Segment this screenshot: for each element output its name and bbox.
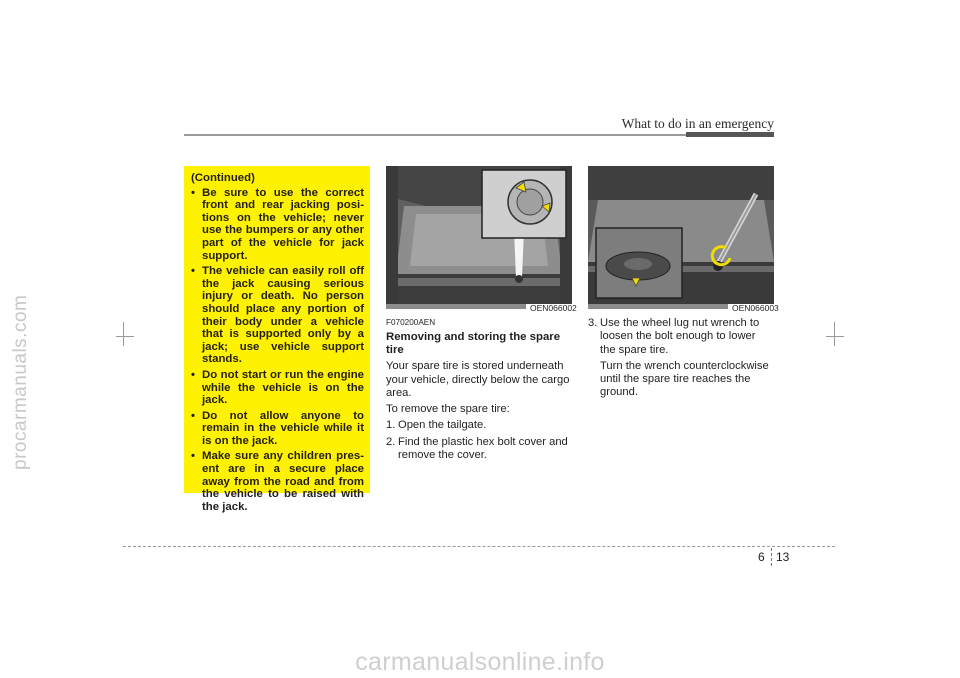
warning-item: • Do not start or run the engine while the vehicle is on the jack.	[191, 368, 364, 407]
side-watermark: procarmanuals.com	[10, 294, 31, 470]
section-title: What to do in an emergency	[621, 116, 774, 131]
figure-wrench-photo	[588, 166, 774, 304]
step-text: Use the wheel lug nut wrench to loosen the bolt enough to lower the spare tire.	[600, 317, 760, 356]
crop-mark-right-vertical	[834, 322, 835, 346]
figure-2-caption: OEN066003	[732, 303, 779, 313]
section-code: F070200AEN	[386, 318, 436, 327]
page-number: 13	[776, 550, 790, 564]
warning-item: • Do not allow anyone to remain in the vehicle while it is on the jack.	[191, 409, 364, 447]
warning-item: • The vehicle can easily roll off the jack causing serious injury or death. No person should place any portion of their body under a vehicle that is supported only by a jack; use vehicle support stands.	[191, 265, 364, 366]
step-text: Find the plastic hex bolt cover and remove the cover.	[398, 435, 568, 462]
crop-mark-left-horizontal	[116, 336, 134, 337]
intro-paragraph: Your spare tire is stored underneath your vehicle, directly below the cargo area.	[386, 360, 570, 399]
page-separator	[771, 548, 772, 566]
bullet-icon: •	[191, 450, 195, 463]
warning-item: • Be sure to use the correct front and rear jacking posi-tions on the vehicle; never use the bumpers or any other part of the vehicle for jack support.	[191, 186, 364, 262]
bullet-icon: •	[191, 186, 195, 199]
step-number: 2.	[386, 435, 396, 448]
crop-mark-right-horizontal	[826, 336, 844, 337]
step-detail: Turn the wrench counterclockwise until the spare tire reaches the ground.	[600, 359, 769, 399]
bottom-watermark: carmanualsonline.info	[355, 648, 605, 676]
section-heading: Removing and storing the spare tire	[386, 331, 561, 357]
chapter-number: 6	[758, 550, 765, 564]
cargo-area-illustration	[386, 166, 572, 304]
figure-caption-strip	[386, 304, 526, 309]
warning-box	[184, 166, 370, 513]
header-accent-bar	[686, 132, 774, 137]
step-text: Open the tailgate.	[398, 419, 487, 432]
figure-1-caption: OEN066002	[530, 303, 577, 313]
step-number: 1.	[386, 419, 396, 432]
bullet-icon: •	[191, 409, 195, 422]
warning-item: • Make sure any children pres-ent are in a secure place away from the road and from the vehicle to be raised with the jack.	[191, 450, 364, 513]
step-item	[386, 419, 574, 432]
wrench-illustration	[588, 166, 774, 304]
warning-heading: (Continued)	[191, 172, 255, 184]
bullet-icon: •	[191, 368, 195, 381]
bullet-icon: •	[191, 265, 195, 278]
step-number: 3.	[588, 317, 598, 329]
figure-cargo-area-photo	[386, 166, 572, 304]
right-column	[588, 317, 774, 400]
instruction-paragraph: To remove the spare tire:	[386, 403, 510, 416]
footer-rule	[123, 546, 835, 547]
figure-caption-strip	[588, 304, 728, 309]
middle-column	[386, 316, 574, 462]
crop-mark-left-vertical	[123, 322, 124, 346]
step-item	[588, 317, 774, 357]
step-item	[386, 436, 574, 463]
warning-list	[191, 187, 364, 514]
